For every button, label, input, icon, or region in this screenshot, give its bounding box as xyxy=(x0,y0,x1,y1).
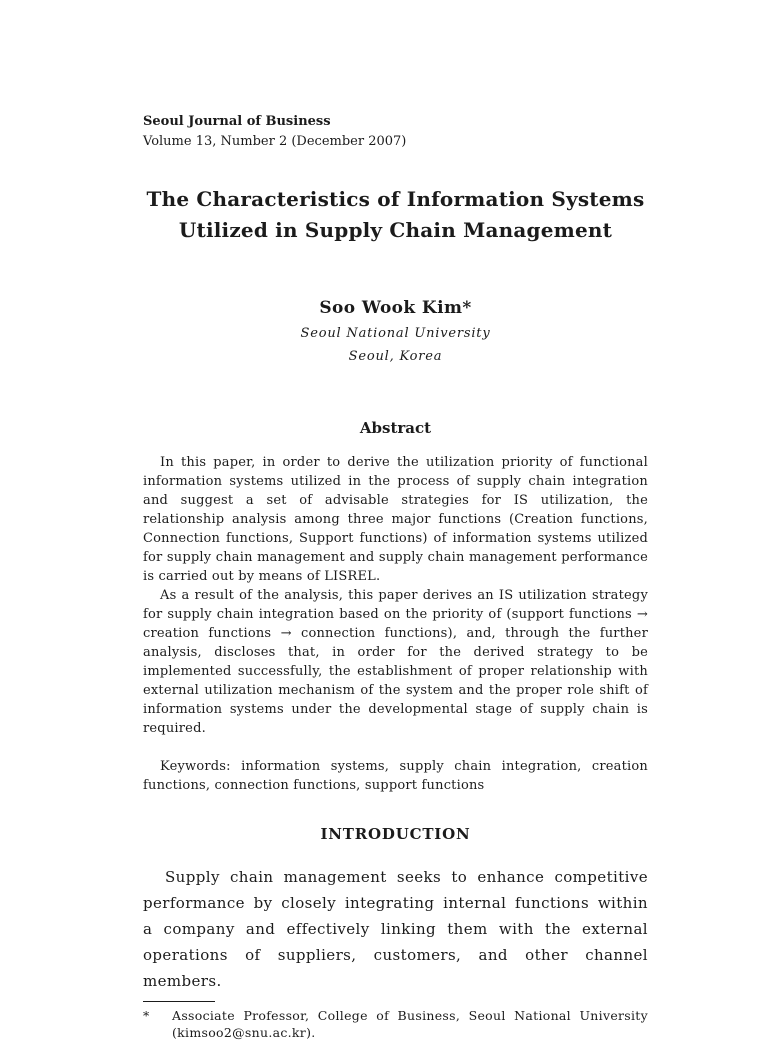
author-block xyxy=(143,298,648,368)
journal-header xyxy=(143,112,648,152)
abstract-paragraph-1: In this paper, in order to derive the utilization priority of functional information systems utilized in the process of supply chain integration and suggest a set of advisable strategies for IS utilization, the relationship analysis among three major functions (Creation functions, Connection functions, Support functions) of information systems utilized for supply chain management and supply chain management performance is carried out by means of LISREL. xyxy=(143,455,648,584)
keywords-line: Keywords: information systems, supply chain integration, creation functions, connection functions, support functions xyxy=(143,759,648,793)
introduction-heading: INTRODUCTION xyxy=(320,825,471,843)
abstract-paragraph-2: As a result of the analysis, this paper derives an IS utilization strategy for supply chain integration based on the priority of (support functions → creation functions → connection functions), and, through the further analysis, discloses that, in order for the derived strategy to be implemented successfully, the establishment of proper relationship with external utilization mechanism of the system and the proper role shift of information systems under the developmental stage of supply chain is required. xyxy=(143,588,648,736)
author-name: Soo Wook Kim* xyxy=(319,298,472,318)
author-affiliation: Seoul National University xyxy=(300,326,491,341)
article-title-line2: Utilized in Supply Chain Management xyxy=(178,218,613,242)
introduction-paragraph: Supply chain management seeks to enhance competitive performance by closely integrating internal functions within a company and effectively linking them with the external operations of suppliers, customers, and other channel members. xyxy=(143,868,648,990)
abstract-heading: Abstract xyxy=(359,419,432,437)
article-title xyxy=(143,184,648,246)
footnote-text: Associate Professor, College of Business, Seoul National University (kimsoo2@snu.ac.kr). xyxy=(172,1008,648,1040)
footnote-row xyxy=(143,1007,648,1041)
footnote-rule xyxy=(143,1001,215,1002)
footnote xyxy=(143,1001,648,1041)
article-title-line1: The Characteristics of Information Systems xyxy=(146,187,645,211)
journal-issue: Volume 13, Number 2 (December 2007) xyxy=(143,134,407,149)
footnote-marker: * xyxy=(143,1008,150,1023)
author-location: Seoul, Korea xyxy=(348,349,443,364)
journal-name: Seoul Journal of Business xyxy=(143,114,331,129)
